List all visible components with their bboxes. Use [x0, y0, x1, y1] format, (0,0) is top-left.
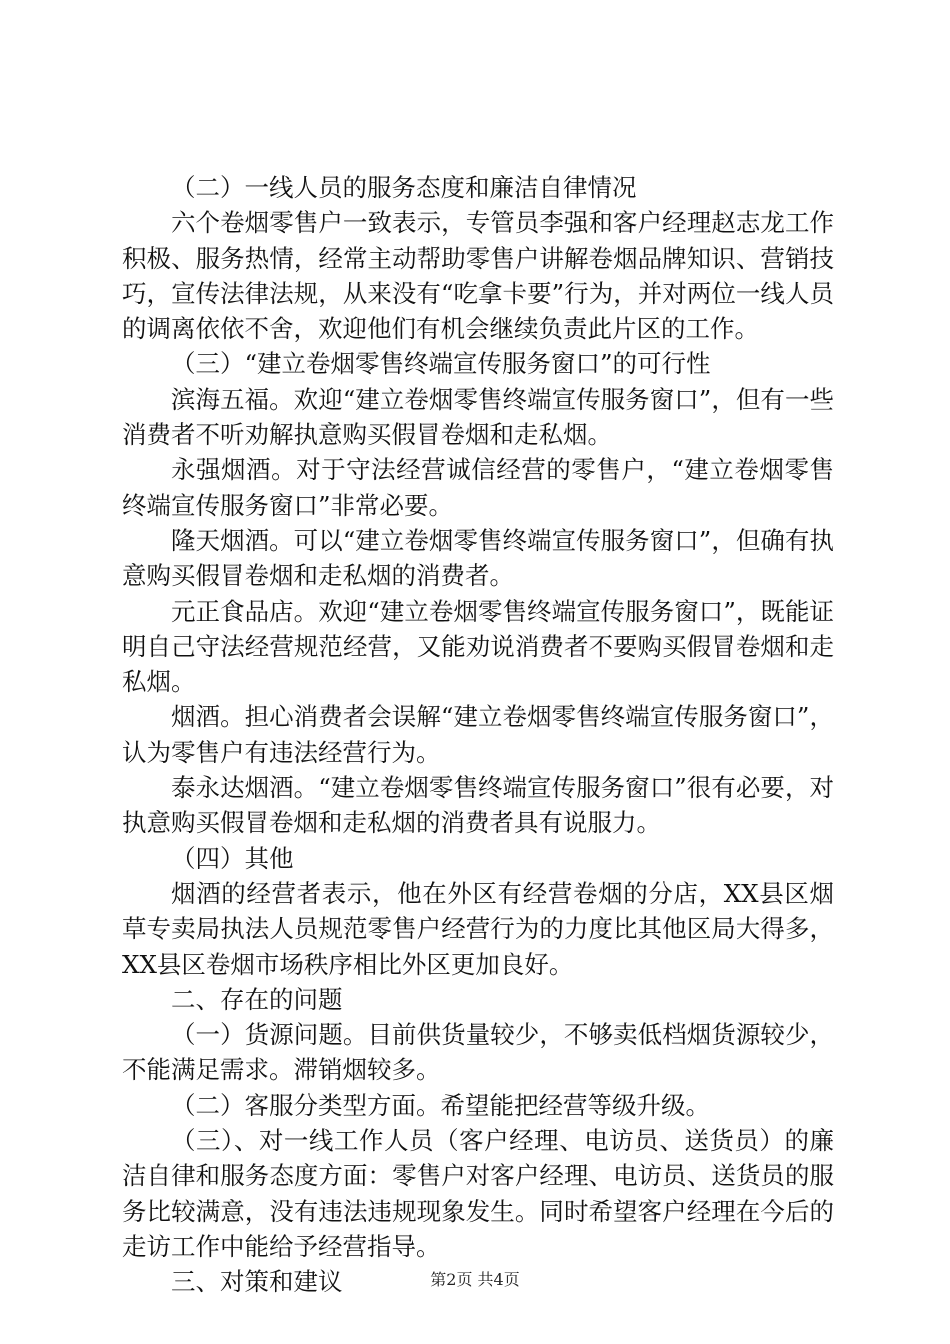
subheading-feasibility: （三）“建立卷烟零售终端宣传服务窗口”的可行性 — [171, 349, 711, 379]
paragraph-retailers-feedback: 六个卷烟零售户一致表示，专管员李强和客户经理赵志龙工作积极、服务热情，经常主动帮助零售户讲解卷烟品牌知识、营销技巧，宣传法律法规，从来没有“吃拿卡要”行为，并对两位一线人员的调离依依不舍，欢迎他们有机会继续负责此片区的工作。 — [122, 208, 834, 344]
paragraph-binhai-wufu: 滨海五福。欢迎“建立卷烟零售终端宣传服务窗口”，但有一些消费者不听劝解执意购买假冒卷烟和走私烟。 — [122, 384, 834, 450]
subheading-frontline-attitude: （二）一线人员的服务态度和廉洁自律情况 — [171, 173, 637, 202]
paragraph-other-operator: 烟酒的经营者表示，他在外区有经营卷烟的分店，XX县区烟草专卖局执法人员规范零售户经营行为的力度比其他区局大得多，XX县区卷烟市场秩序相比外区更加良好。 — [122, 878, 834, 979]
document-body — [122, 170, 834, 1300]
paragraph-supply-problem: （一）货源问题。目前供货量较少，不够卖低档烟货源较少，不能满足需求。滞销烟较多。 — [122, 1020, 834, 1085]
paragraph-taiyongda: 泰永达烟酒。“建立卷烟零售终端宣传服务窗口”很有必要，对执意购买假冒卷烟和走私烟的消费者具有说服力。 — [122, 773, 834, 838]
paragraph-frontline-staff: （三）、对一线工作人员（客户经理、电访员、送货员）的廉洁自律和服务态度方面：零售户对客户经理、电访员、送货员的服务比较满意，没有违法违规现象发生。同时希望客户经理在今后的走访工作中能给予经营指导。 — [122, 1126, 834, 1261]
heading-problems: 二、存在的问题 — [171, 984, 343, 1014]
paragraph-yongqiang: 永强烟酒。对于守法经营诚信经营的零售户，“建立卷烟零售终端宣传服务窗口”非常必要。 — [122, 455, 834, 520]
page-number-footer: 第2页 共4页 — [430, 1270, 520, 1289]
paragraph-longtian: 隆天烟酒。可以“建立卷烟零售终端宣传服务窗口”，但确有执意购买假冒卷烟和走私烟的消费者。 — [122, 525, 834, 591]
paragraph-customer-service: （二）客服分类型方面。希望能把经营等级升级。 — [171, 1090, 710, 1120]
paragraph-yanjiu: 烟酒。担心消费者会误解“建立卷烟零售终端宣传服务窗口”，认为零售户有违法经营行为。 — [122, 702, 834, 767]
paragraph-yuanzheng: 元正食品店。欢迎“建立卷烟零售终端宣传服务窗口”，既能证明自己守法经营规范经营，又能劝说消费者不要购买假冒卷烟和走私烟。 — [122, 596, 834, 697]
subheading-other: （四）其他 — [171, 843, 294, 873]
heading-countermeasures: 三、对策和建议 — [171, 1267, 343, 1297]
